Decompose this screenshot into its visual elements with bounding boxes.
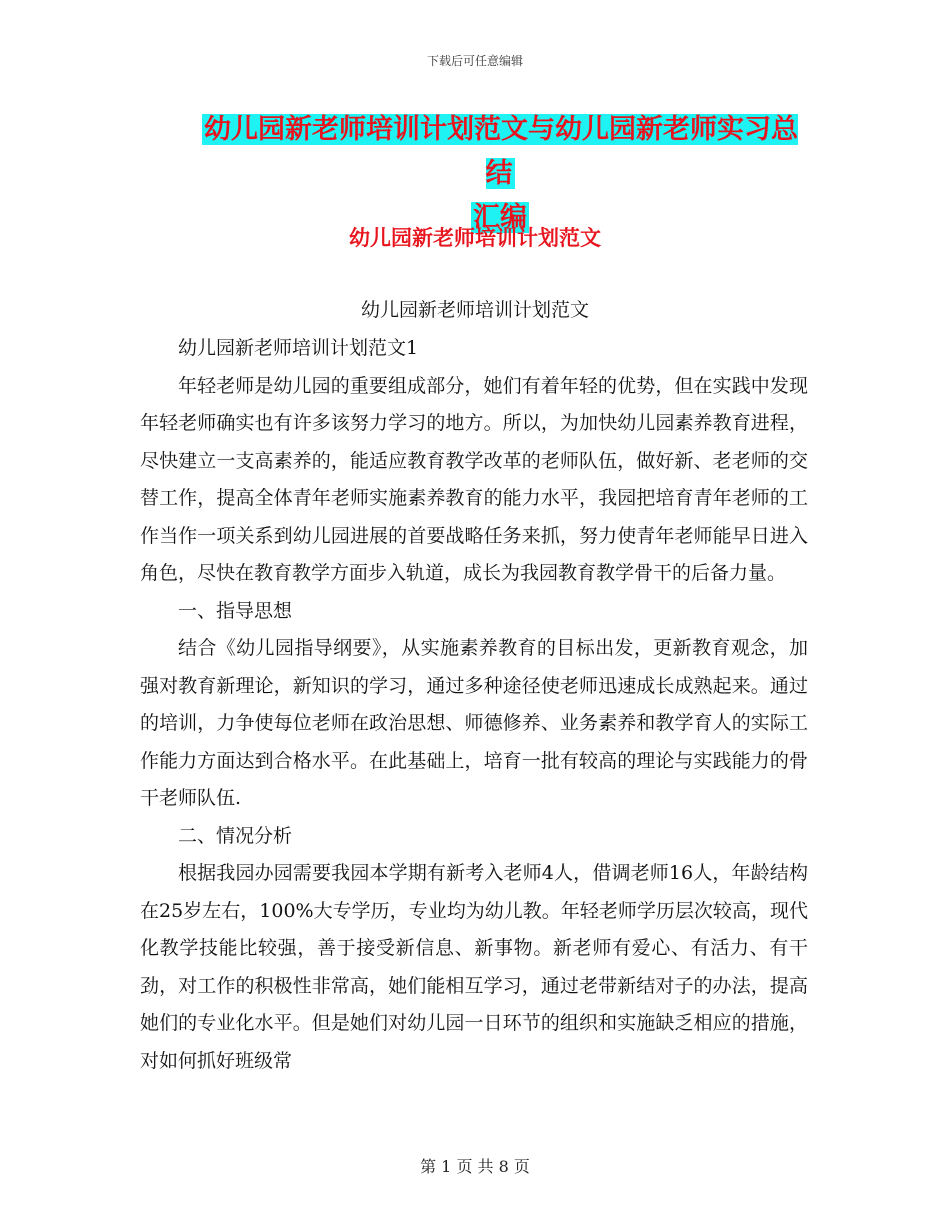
- paragraph: 根据我园办园需要我园本学期有新考入老师4人，借调老师16人，年龄结构在25岁左右，100%大专学历，专业均为幼儿教。年轻老师学历层次较高，现代化教学技能比较强，善于接受新信息、新事物。新老师有爱心、有活力、有干劲，对工作的积极性非常高，她们能相互学习，通过老带新结对子的办法，提高她们的专业化水平。但是她们对幼儿园一日环节的组织和实施缺乏相应的措施，对如何抓好班级常: [140, 862, 808, 1072]
- page-header-note: 下载后可任意编辑: [426, 54, 523, 68]
- heading-guiding-ideology: 一、指导思想: [178, 599, 293, 622]
- paragraph: 年轻老师是幼儿园的重要组成部分，她们有着年轻的优势，但在实践中发现年轻老师确实也有许多该努力学习的地方。所以，为加快幼儿园素养教育进程，尽快建立一支高素养的，能适应教育教学改革的老师队伍，做好新、老老师的交替工作，提高全体青年老师实施素养教育的能力水平，我园把培育青年老师的工作当作一项关系到幼儿园进展的首要战略任务来抓，努力使青年老师能早日进入角色，尽快在教育教学方面步入轨道，成长为我园教育教学骨干的后备力量。: [140, 374, 808, 584]
- document-title: [190, 108, 810, 240]
- section-title: 幼儿园新老师培训计划范文: [349, 225, 601, 250]
- page-footer: 第 1 页 共 8 页: [420, 1157, 530, 1176]
- subtitle: 幼儿园新老师培训计划范文: [360, 299, 589, 321]
- body-text: [140, 330, 808, 1080]
- heading-situation-analysis: 二、情况分析: [178, 824, 293, 847]
- document-title-line2: 汇编: [473, 202, 527, 233]
- paragraph: 结合《幼儿园指导纲要》，从实施素养教育的目标出发，更新教育观念，加强对教育新理论，新知识的学习，通过多种途径使老师迅速成长成熟起来。通过的培训，力争使每位老师在政治思想、师德修养、业务素养和教学育人的实际工作能力方面达到合格水平。在此基础上，培育一批有较高的理论与实践能力的骨干老师队伍.: [140, 637, 808, 809]
- document-title-line1: 幼儿园新老师培训计划范文与幼儿园新老师实习总结: [204, 114, 798, 189]
- paragraph-heading-1: 幼儿园新老师培训计划范文1: [178, 337, 419, 359]
